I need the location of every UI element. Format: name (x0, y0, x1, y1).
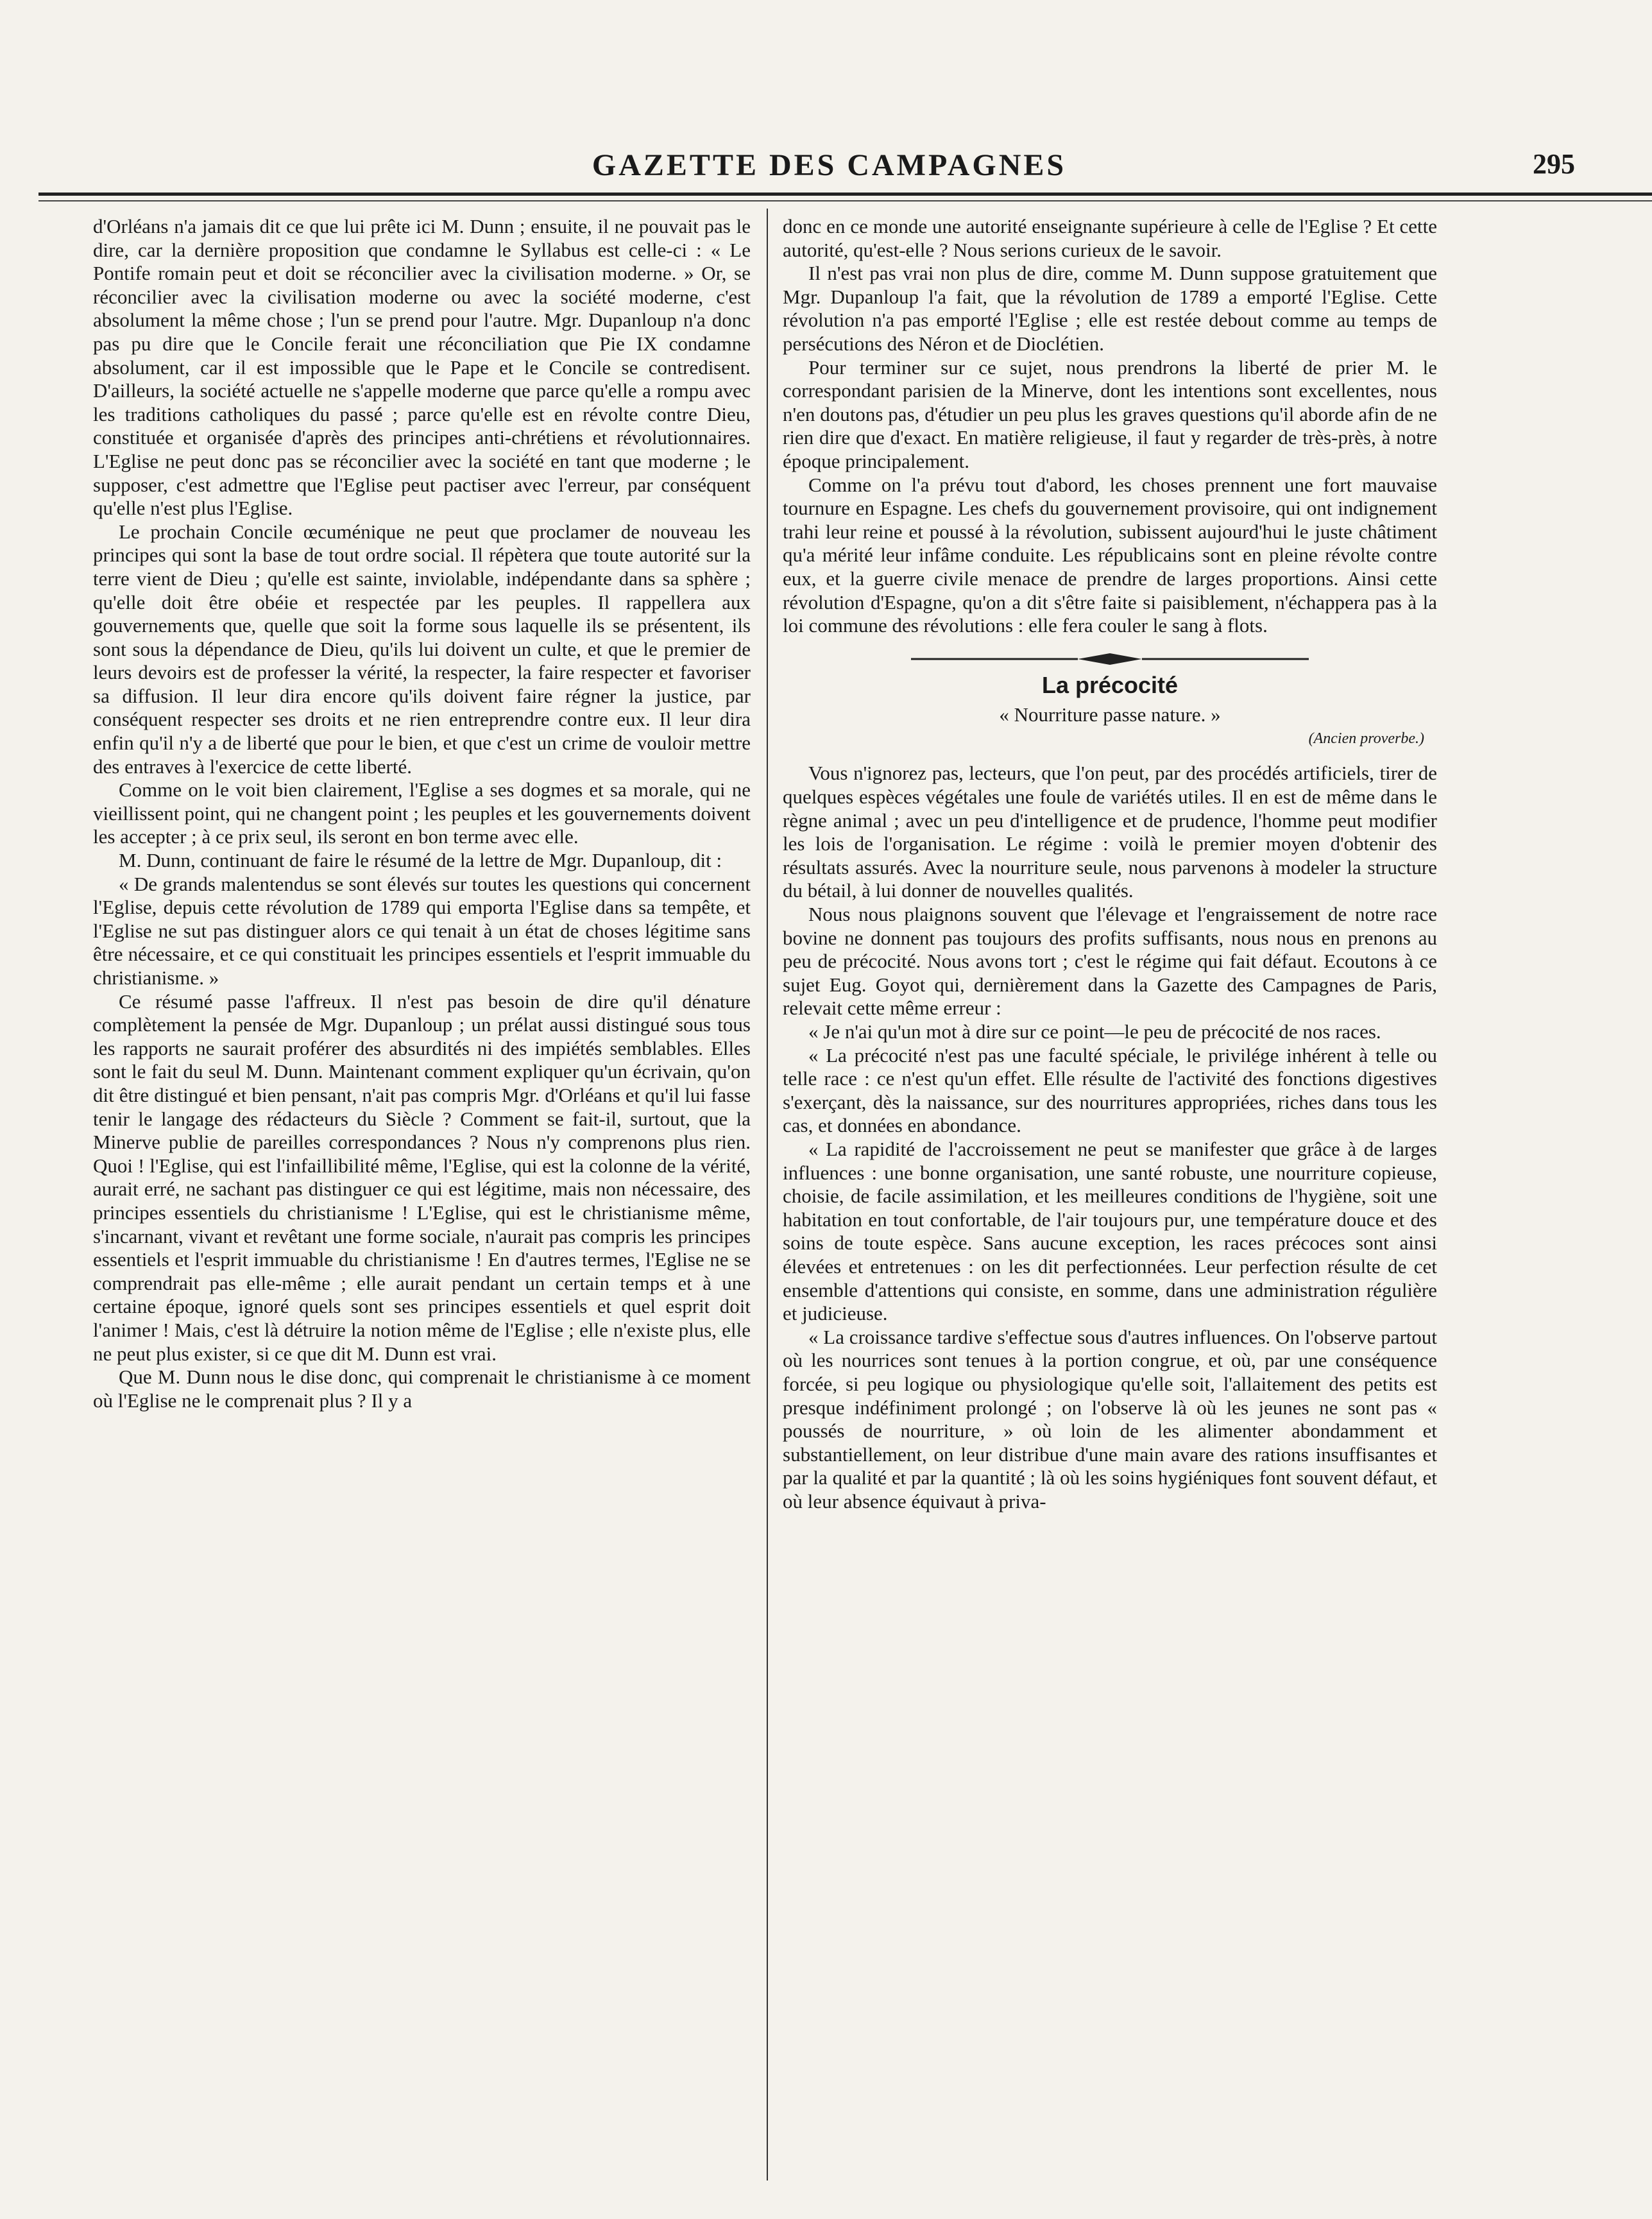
paragraph: Il n'est pas vrai non plus de dire, comme M. Dunn suppose gratuitement que Mgr. Dupanloup l'a fait, que la révolution de 1789 a emporté l'Eglise. Cette révolution n'a pas emporté l'Eglise ; elle est restée debout comme au temps de persécutions des Néron et de Dioclétien. (783, 262, 1437, 355)
section-separator-ornament (911, 651, 1309, 667)
page-header (77, 128, 1581, 199)
paragraph: Comme on le voit bien clairement, l'Eglise a ses dogmes et sa morale, qui ne vieillissent point, qui ne changent point ; les peuples et les gouvernements doivent les accepter ; à ce prix seul, ils seront en bon terme avec elle. (93, 778, 751, 848)
paragraph: Le prochain Concile œcuménique ne peut que proclamer de nouveau les principes qui sont la base de tout ordre social. Il répètera que toute autorité sur la terre vient de Dieu ; qu'elle est sainte, inviolable, indépendante dans sa sphère ; qu'elle doit être obéie et respectée par les peuples. Il rappellera aux gouvernements que, quelle que soit la forme sous laquelle ils se présentent, ils sont sous la dépendance de Dieu, qu'ils lui doivent un culte, et que le premier de leurs devoirs est de professer la vérité, la respecter, la faire respecter et favoriser sa diffusion. Il leur dira encore qu'ils doivent faire régner la justice, par conséquent respecter ses droits et ne rien entreprendre contre eux. Il leur dira enfin qu'il n'y a de liberté que pour le bien, et que c'est un crime de vouloir mettre des entraves à l'exercice de cette liberté. (93, 520, 751, 778)
paragraph: d'Orléans n'a jamais dit ce que lui prête ici M. Dunn ; ensuite, il ne pouvait pas le dire, car la dernière proposition que condamne le Syllabus est celle-ci : « Le Pontife romain peut et doit se réconcilier avec la civilisation moderne. » Or, se réconcilier avec la civilisation moderne ou avec la société moderne, c'est absolument la même chose ; l'un se prend pour l'autre. Mgr. Dupanloup n'a donc pas pu dire que le Concile ferait une réconciliation que Pie IX condamne absolument, car il est impossible que le Pape et le Concile se contredisent. D'ailleurs, la société actuelle ne s'appelle moderne que parce qu'elle a rompu avec les traditions catholiques du passé ; parce qu'elle est en révolte contre Dieu, constituée et organisée d'après des principes anti-chrétiens et révolutionnaires. L'Eglise ne peut donc pas se réconcilier avec la société en tant que moderne ; le supposer, c'est admettre que l'Eglise peut pactiser avec l'erreur, par conséquent qu'elle n'est plus l'Eglise. (93, 215, 751, 520)
paragraph: Que M. Dunn nous le dise donc, qui comprenait le christianisme à ce moment où l'Eglise ne le comprenait plus ? Il y a (93, 1366, 751, 1412)
column-divider (767, 209, 768, 2180)
paragraph: Pour terminer sur ce sujet, nous prendrons la liberté de prier M. le correspondant parisien de la Minerve, dont les intentions sont excellentes, nous n'en doutons pas, d'étudier un peu plus les graves questions qu'il aborde afin de ne rien dire que d'exact. En matière religieuse, il faut y regarder de très-près, à notre époque principalement. (783, 356, 1437, 472)
quoted-paragraph: « Je n'ai qu'un mot à dire sur ce point—le peu de précocité de nos races. (808, 1020, 1381, 1043)
paragraph: Nous nous plaignons souvent que l'élevage et l'engraissement de notre race bovine ne donnent pas toujours des profits suffisants, nous nous en prenons au peu de précocité. Nous avons tort ; c'est le régime qui fait défaut. Ecoutons à ce sujet Eug. Goyot qui, dernièrement dans la Gazette des Campagnes de Paris, relevait cette même erreur : (783, 903, 1437, 1020)
article-epigraph: « Nourriture passe nature. » (999, 703, 1221, 726)
article-title: La précocité (1041, 671, 1179, 698)
newspaper-title: GAZETTE DES CAMPAGNES (592, 148, 1067, 182)
paragraph: Comme on l'a prévu tout d'abord, les choses prennent une fort mauvaise tournure en Espagne. Les chefs du gouvernement provisoire, qui ont indignement trahi leur reine et poussé à la révolution, subissent aujourd'hui le juste châtiment qu'a mérité leur infâme conduite. Les républicains sont en pleine révolte contre eux, et la guerre civile menace de prendre de larges proportions. Ainsi cette révolution d'Espagne, qu'on a dit s'être faite si paisiblement, n'échappera pas à la loi commune des révolutions : elle fera couler le sang à flots. (783, 473, 1437, 637)
left-column (93, 215, 751, 2187)
quoted-paragraph: « De grands malentendus se sont élevés sur toutes les questions qui concernent l'Eglise, depuis cette révolution de 1789 qui emporta l'Eglise dans sa tempête, et l'Eglise ne sut pas distinguer alors ce qui tenait à un état de choses légitime sans être nécessaire, et ce qui constituait les principes essentiels et l'esprit immuable du christianisme. » (93, 872, 751, 989)
header-rule-thick (38, 193, 1652, 196)
header-rule-thin (38, 200, 1652, 201)
epigraph-source: (Ancien proverbe.) (1308, 730, 1424, 747)
quoted-paragraph: « La rapidité de l'accroissement ne peut se manifester que grâce à de larges influences : une bonne organisation, une santé robuste, une nourriture copieuse, choisie, de facile assimilation, et les meilleures conditions de l'hygiène, soit une habitation en tout confortable, de l'air toujours pur, une température douce et des soins de toute espèce. Sans aucune exception, les races précoces sont ainsi élevées et entretenues : on les dit perfectionnées. Leur perfection résulte de cet ensemble d'attentions qui consiste, en somme, dans une administration régulière et judicieuse. (783, 1137, 1437, 1325)
page-number: 295 (1533, 148, 1575, 180)
paragraph: M. Dunn, continuant de faire le résumé de la lettre de Mgr. Dupanloup, dit : (119, 849, 722, 872)
paragraph: Ce résumé passe l'affreux. Il n'est pas besoin de dire qu'il dénature complètement la pensée de Mgr. Dupanloup ; un prélat aussi distingué sous tous les rapports ne saurait proférer des absurdités ni des impiétés semblables. Elles sont le fait du seul M. Dunn. Maintenant comment expliquer qu'un écrivain, qu'on dit être distingué et bien pensant, n'ait pas compris Mgr. d'Orléans et qu'il lui fasse tenir le langage des rédacteurs du Siècle ? Comment se fait-il, surtout, que la Minerve publie de pareilles correspondances ? Nous n'y comprenons plus rien. Quoi ! l'Eglise, qui est l'infaillibilité même, l'Eglise, qui est la colonne de la vérité, aurait erré, ne sachant pas distinguer ce qui est légitime, mais non nécessaire, des principes essentiels du christianisme ! L'Eglise, qui est le christianisme même, s'incarnant, vivant et revêtant une forme sociale, n'aurait pas compris les principes essentiels et l'esprit immuable du christianisme ! En d'autres termes, l'Eglise ne se comprendrait pas elle-même ; elle aurait pendant un certain temps et à une certaine époque, ignoré quels sont ses principes essentiels et quel esprit doit l'animer ! Mais, c'est là détruire la notion même de l'Eglise ; elle n'existe plus, elle ne peut plus exister, si ce que dit M. Dunn est vrai. (93, 990, 751, 1365)
right-column (783, 215, 1437, 2187)
quoted-paragraph: « La précocité n'est pas une faculté spéciale, le privilége inhérent à telle ou telle race : ce n'est qu'un effet. Elle résulte de l'activité des fonctions digestives s'exerçant, dès la naissance, sur des nourritures appropriées, riches dans tous les cas, et données en abondance. (783, 1043, 1437, 1137)
paragraph: Vous n'ignorez pas, lecteurs, que l'on peut, par des procédés artificiels, tirer de quelques espèces végétales une foule de variétés utiles. Il en est de même dans le règne animal ; avec un peu d'intelligence et de prudence, l'homme peut modifier les lois de l'organisation. Le régime : voilà le premier moyen d'obtenir des résultats assurés. Avec la nourriture seule, nous parvenons à modeler la structure du bétail, à lui donner de nouvelles qualités. (783, 762, 1437, 902)
quoted-paragraph: « La croissance tardive s'effectue sous d'autres influences. On l'observe partout où les nourrices sont tenues à la portion congrue, et où, par une conséquence forcée, si peu logique ou physiologique qu'elle soit, l'allaitement des petits est presque indéfiniment prolongé ; on l'observe là où les jeunes ne sont pas « poussés de nourriture, » où loin de les alimenter abondamment et substantiellement, on leur distribue d'une main avare des rations insuffisantes et par la qualité et par la quantité ; là où les soins hygiéniques font souvent défaut, et où leur absence équivaut à priva- (783, 1325, 1437, 1512)
paragraph: donc en ce monde une autorité enseignante supérieure à celle de l'Eglise ? Et cette autorité, qu'est-elle ? Nous serions curieux de le savoir. (783, 215, 1437, 261)
